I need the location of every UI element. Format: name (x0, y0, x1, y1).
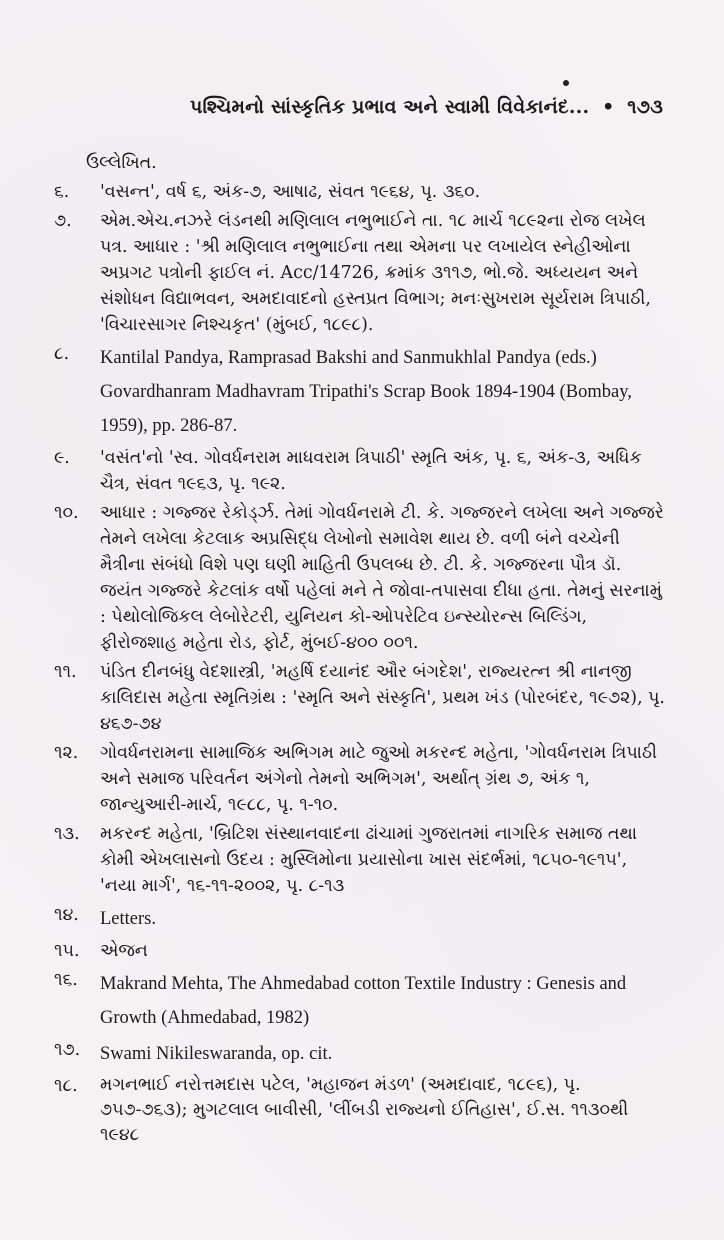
footnote-text: મગનભાઈ નરોત્તમદાસ પટેલ, 'મહાજન મંડળ' (અમદાવાદ, ૧૮૯૬), પૃ. ૭૫૭-૭૬૩); મુગટલાલ બાવીસી, 'લીંબડી રાજ્યનો ઈતિહાસ', ઈ.સ. ૧૧૩૦થી ૧૯૪૮ (100, 1075, 629, 1145)
footnote-number: ૧૬. (54, 970, 78, 990)
footnote-number: ૧૪. (54, 905, 79, 925)
footnote-6 (54, 179, 666, 205)
footnote-number: ૧૦. (54, 503, 79, 523)
footnote-text: Letters. (100, 909, 156, 929)
ink-dot (563, 80, 569, 86)
footnote-continuation (54, 150, 666, 176)
footnote-9 (54, 445, 666, 497)
footnote-16 (54, 967, 666, 1035)
footnote-text: Swami Nikileswaranda, op. cit. (100, 1044, 333, 1064)
footnote-number: ૯. (54, 448, 70, 468)
footnote-text: મકરન્દ મહેતા, 'બ્રિટિશ સંસ્થાનવાદના ઢાંચામાં ગુજરાતમાં નાગરિક સમાજ તથા કોમી એખલાસનો ઉદય : મુસ્લિમોના પ્રયાસોના ખાસ સંદર્ભમાં, ૧૮૫૦-૧૯૧૫', 'નયા માર્ગ', ૧૬-૧૧-૨૦૦૨, પૃ. ૮-૧૩ (100, 824, 637, 896)
footnote-number: ૭. (54, 211, 72, 231)
footnote-15 (54, 938, 666, 964)
footnote-text: 'વસન્ત', વર્ષ ૬, અંક-૭, આષાઢ, સંવત ૧૯૬૪, પૃ. ૩૬૦. (100, 182, 481, 202)
footnote-number: ૧૫. (54, 941, 80, 961)
footnotes-list (54, 150, 666, 1151)
footnote-number: ૬. (54, 182, 70, 202)
footnote-text: પંડિત દીનબંધુ વેદશાસ્ત્રી, 'મહર્ષિ દયાનંદ ઔર બંગદેશ', રાજ્યરત્ન શ્રી નાનજી કાલિદાસ મહેતા સ્મૃતિગ્રંથ : 'સ્મૃતિ અને સંસ્કૃતિ', પ્રથમ ખંડ (પોરબંદર, ૧૯૭૨), પૃ. ૪૬૭-૭૪ (100, 662, 665, 734)
footnote-10 (54, 500, 666, 656)
footnote-13 (54, 821, 666, 899)
footnote-text: Makrand Mehta, The Ahmedabad cotton Textile Industry : Genesis and Growth (Ahmedabad, 1982) (100, 974, 627, 1028)
footnote-text: આધાર : ગજ્જર રેકોર્ડ્ઝ. તેમાં ગોવર્ધનરામે ટી. કે. ગજ્જરને લખેલા અને ગજ્જરે તેમને લખેલા કેટલાક અપ્રસિદ્ધ લેખોનો સમાવેશ થાય છે. વળી બંને વચ્ચેની મૈત્રીના સંબંધો વિશે પણ ઘણી માહિતી ઉપલબ્ધ છે. ટી. કે. ગજ્જરના પૌત્ર ડૉ. જયંત ગજ્જરે કેટલાંક વર્ષો પહેલાં મને તે જોવા-તપાસવા દીધા હતા. તેમનું સરનામું : પેથોલોજિકલ લેબોરેટરી, યુનિયન કો-ઓપરેટિવ ઇન્સ્યોરન્સ બિલ્ડિંગ, ફીરોજશાહ મહેતા રોડ, ફોર્ટ, મુંબઈ-૪૦૦ ૦૦૧. (100, 503, 664, 653)
footnote-number: ૧૭. (54, 1040, 81, 1060)
footnote-text: ગોવર્ધનરામના સામાજિક અભિગમ માટે જુઓ મકરન્દ મહેતા, 'ગોવર્ધનરામ ત્રિપાઠી અને સમાજ પરિવર્તન અંગેનો તેમનો અભિગમ', અર્થાત્ ગ્રંથ ૭, અંક ૧, જાન્યુઆરી-માર્ચ, ૧૯૮૮, પૃ. ૧-૧૦. (100, 743, 657, 815)
header-bullet: • (602, 96, 615, 118)
footnote-text: એમ.એચ.નઝરે લંડનથી મણિલાલ નભુભાઈને તા. ૧૮ માર્ચ ૧૮૯૨ના રોજ લખેલ પત્ર. આધાર : 'શ્રી મણિલાલ નભુભાઈના તથા એમના પર લખાયેલ સ્નેહીઓના અપ્રગટ પત્રોની ફાઈલ નં. Acc/14726, ક્રમાંક ૩૧૧૭, ભો.જે. અધ્યયન અને સંશોધન વિદ્યાભવન, અમદાવાદનો હસ્તપ્રત વિભાગ; મનઃસુખરામ સૂર્યરામ ત્રિપાઠી, 'વિચારસાગર નિશ્ચકૃત' (મુંબઈ, ૧૮૯૮). (100, 211, 651, 335)
footnote-7 (54, 208, 666, 338)
footnote-8 (54, 341, 666, 443)
page-number: ૧૭૩ (627, 96, 664, 118)
footnote-number: ૧૮. (54, 1076, 78, 1096)
footnote-14 (54, 902, 666, 936)
footnote-number: ૧૩. (54, 824, 80, 844)
footnote-18 (54, 1073, 666, 1148)
footnote-number: ૮. (54, 344, 70, 364)
footnote-text: એજન (100, 941, 148, 961)
footnote-11 (54, 659, 666, 737)
footnote-17 (54, 1037, 666, 1071)
footnote-text: Kantilal Pandya, Ramprasad Bakshi and Sanmukhlal Pandya (eds.) Govardhanram Madhavram Tripathi's Scrap Book 1894-1904 (Bombay, 1959), pp. 286-87. (100, 348, 632, 436)
footnote-12 (54, 740, 666, 818)
footnote-number: ૧૧. (54, 662, 77, 682)
footnote-number: ૧૨. (54, 743, 79, 763)
footnote-text: ઉલ્લેખિત. (86, 153, 157, 173)
footnote-text: 'વસંત'નો 'સ્વ. ગોવર્ધનરામ માધવરામ ત્રિપાઠી' સ્મૃતિ અંક, પૃ. ૬, અંક-૩, અધિક ચૈત્ર, સંવત ૧૯૬૩, પૃ. ૧૯૨. (100, 448, 642, 494)
running-header-title: પશ્ચિમનો સાંસ્કૃતિક પ્રભાવ અને સ્વામી વિવેકાનંદ... (190, 96, 590, 118)
running-header (190, 96, 664, 118)
